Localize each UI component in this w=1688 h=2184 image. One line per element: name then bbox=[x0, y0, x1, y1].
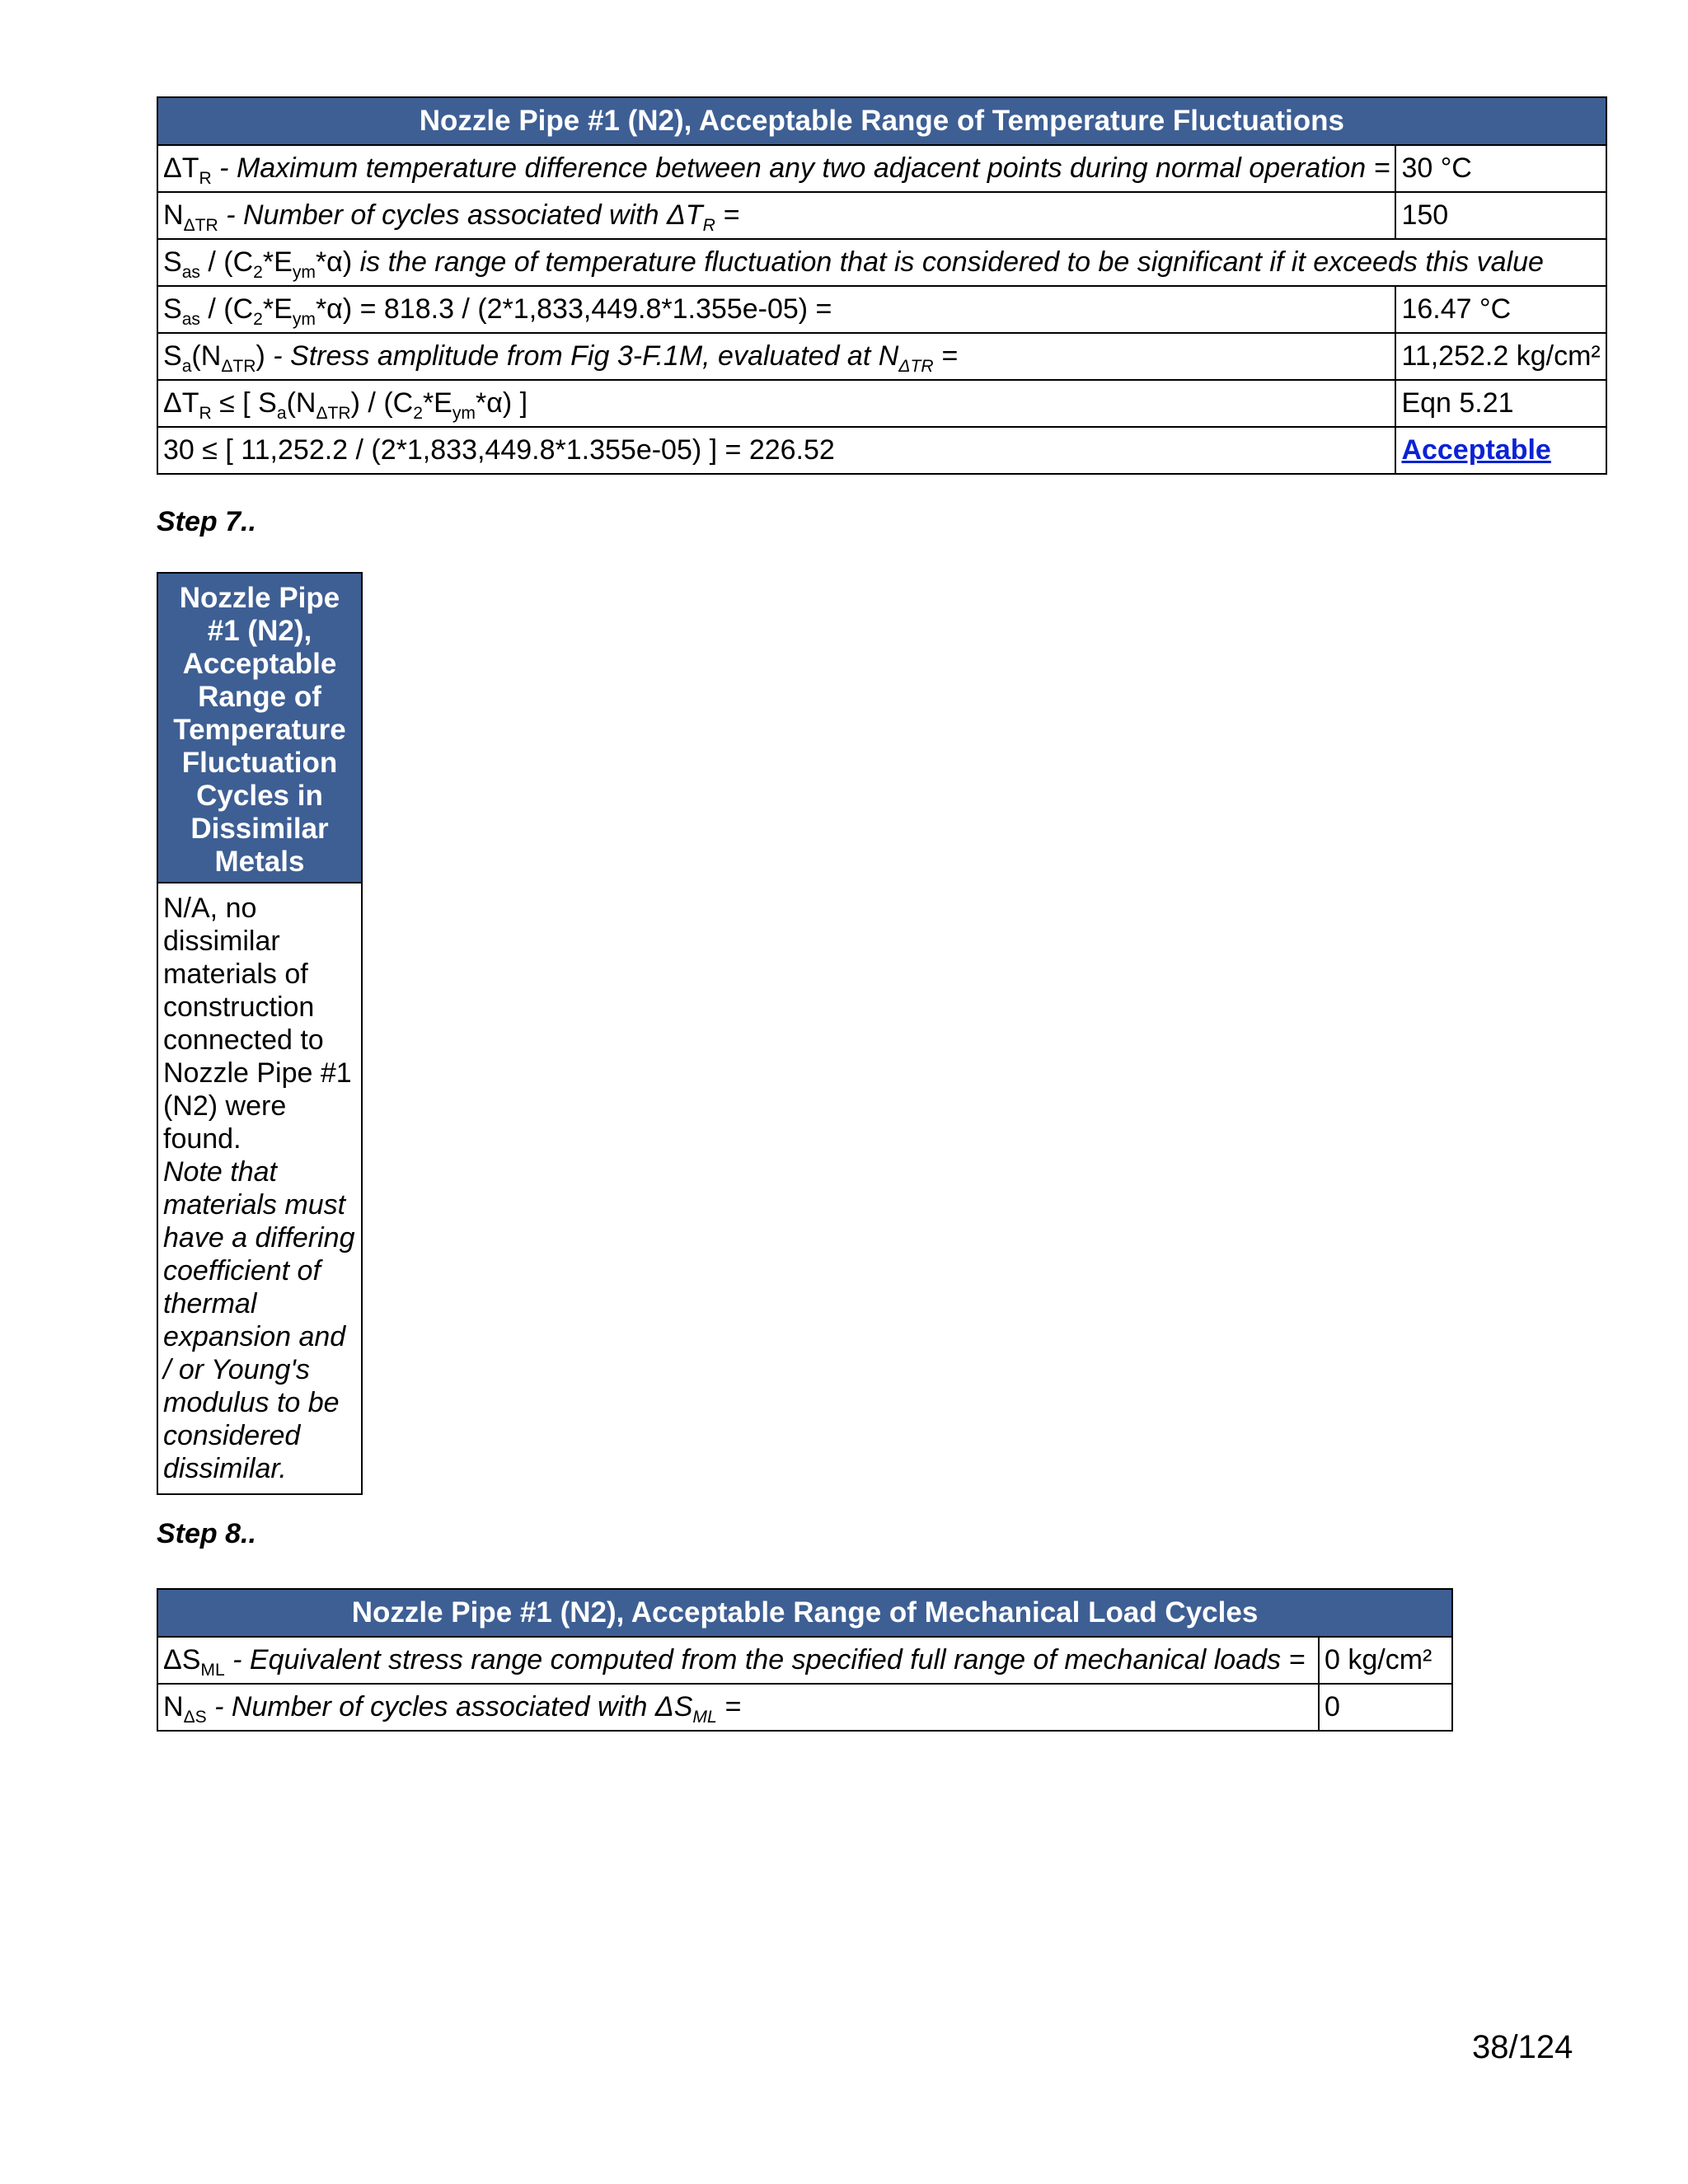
note-text: Note that materials must have a differing coefficient of thermal expansion and / or Young's modulus to be considered dissimilar. bbox=[163, 1156, 355, 1484]
table-title: Nozzle Pipe #1 (N2), Acceptable Range of Temperature Fluctuation Cycles in Dissimilar Metals bbox=[157, 573, 362, 883]
table-row bbox=[157, 1684, 1452, 1731]
dissimilar-metals-table bbox=[157, 572, 363, 1495]
step-7-heading: Step 7.. bbox=[157, 506, 256, 537]
row-label: $S_a(N_{\Delta TR})$ - Stress amplitude from Fig 3-F.1M, evaluated at $N_{\Delta TR}$ = bbox=[157, 333, 1395, 380]
row-label: $S_{as} / (C_2*E_{ym}*\alpha) = 818.3 / (2*1,833,449.8*1.355e-05)$ = bbox=[157, 286, 1395, 333]
row-value: 30 °C bbox=[1395, 145, 1606, 192]
row-label: 30 ≤ [ 11,252.2 / (2*1,833,449.8*1.355e-05) ] = 226.52 bbox=[157, 427, 1395, 474]
table-row bbox=[157, 192, 1606, 239]
body-text: N/A, no dissimilar materials of construction connected to Nozzle Pipe #1 (N2) were found. bbox=[163, 893, 352, 1155]
table-row bbox=[157, 883, 362, 1494]
row-value: 16.47 °C bbox=[1395, 286, 1606, 333]
row-label: $\Delta T_R$ - Maximum temperature difference between any two adjacent points during normal operation = bbox=[157, 145, 1395, 192]
table-row bbox=[157, 427, 1606, 474]
table-row bbox=[157, 286, 1606, 333]
row-value bbox=[1395, 427, 1606, 474]
step-8-heading: Step 8.. bbox=[157, 1518, 256, 1549]
table-cell bbox=[157, 883, 362, 1494]
table-row bbox=[157, 333, 1606, 380]
row-label: $N_{\Delta S}$ - Number of cycles associated with $\Delta S_{ML}$ = bbox=[157, 1684, 1319, 1731]
table-row bbox=[157, 239, 1606, 286]
row-label: $\Delta T_R$ ≤ [ $S_a(N_{\Delta TR}) / (C_2*E_{ym}*\alpha)$ ] bbox=[157, 380, 1395, 427]
temperature-fluctuations-table bbox=[157, 96, 1607, 475]
acceptable-link[interactable]: Acceptable bbox=[1401, 434, 1551, 466]
table-title: Nozzle Pipe #1 (N2), Acceptable Range of Temperature Fluctuations bbox=[157, 97, 1606, 145]
row-value: 0 bbox=[1319, 1684, 1452, 1731]
page-number: 38/124 bbox=[1472, 2029, 1573, 2065]
row-value: 11,252.2 kg/cm² bbox=[1395, 333, 1606, 380]
table-row bbox=[157, 145, 1606, 192]
table-row bbox=[157, 380, 1606, 427]
row-label: $\Delta S_{ML}$ - Equivalent stress range computed from the specified full range of mechanical loads = bbox=[157, 1637, 1319, 1684]
row-value: 150 bbox=[1395, 192, 1606, 239]
table-title: Nozzle Pipe #1 (N2), Acceptable Range of Mechanical Load Cycles bbox=[157, 1589, 1452, 1637]
row-label: $S_{as} / (C_2*E_{ym}*\alpha)$ is the range of temperature fluctuation that is considered to be significant if it exceeds this value bbox=[157, 239, 1606, 286]
row-value: 0 kg/cm² bbox=[1319, 1637, 1452, 1684]
mechanical-load-cycles-table bbox=[157, 1588, 1453, 1732]
row-value: Eqn 5.21 bbox=[1395, 380, 1606, 427]
table-row bbox=[157, 1637, 1452, 1684]
row-label: $N_{\Delta TR}$ - Number of cycles associated with $\Delta T_R$ = bbox=[157, 192, 1395, 239]
